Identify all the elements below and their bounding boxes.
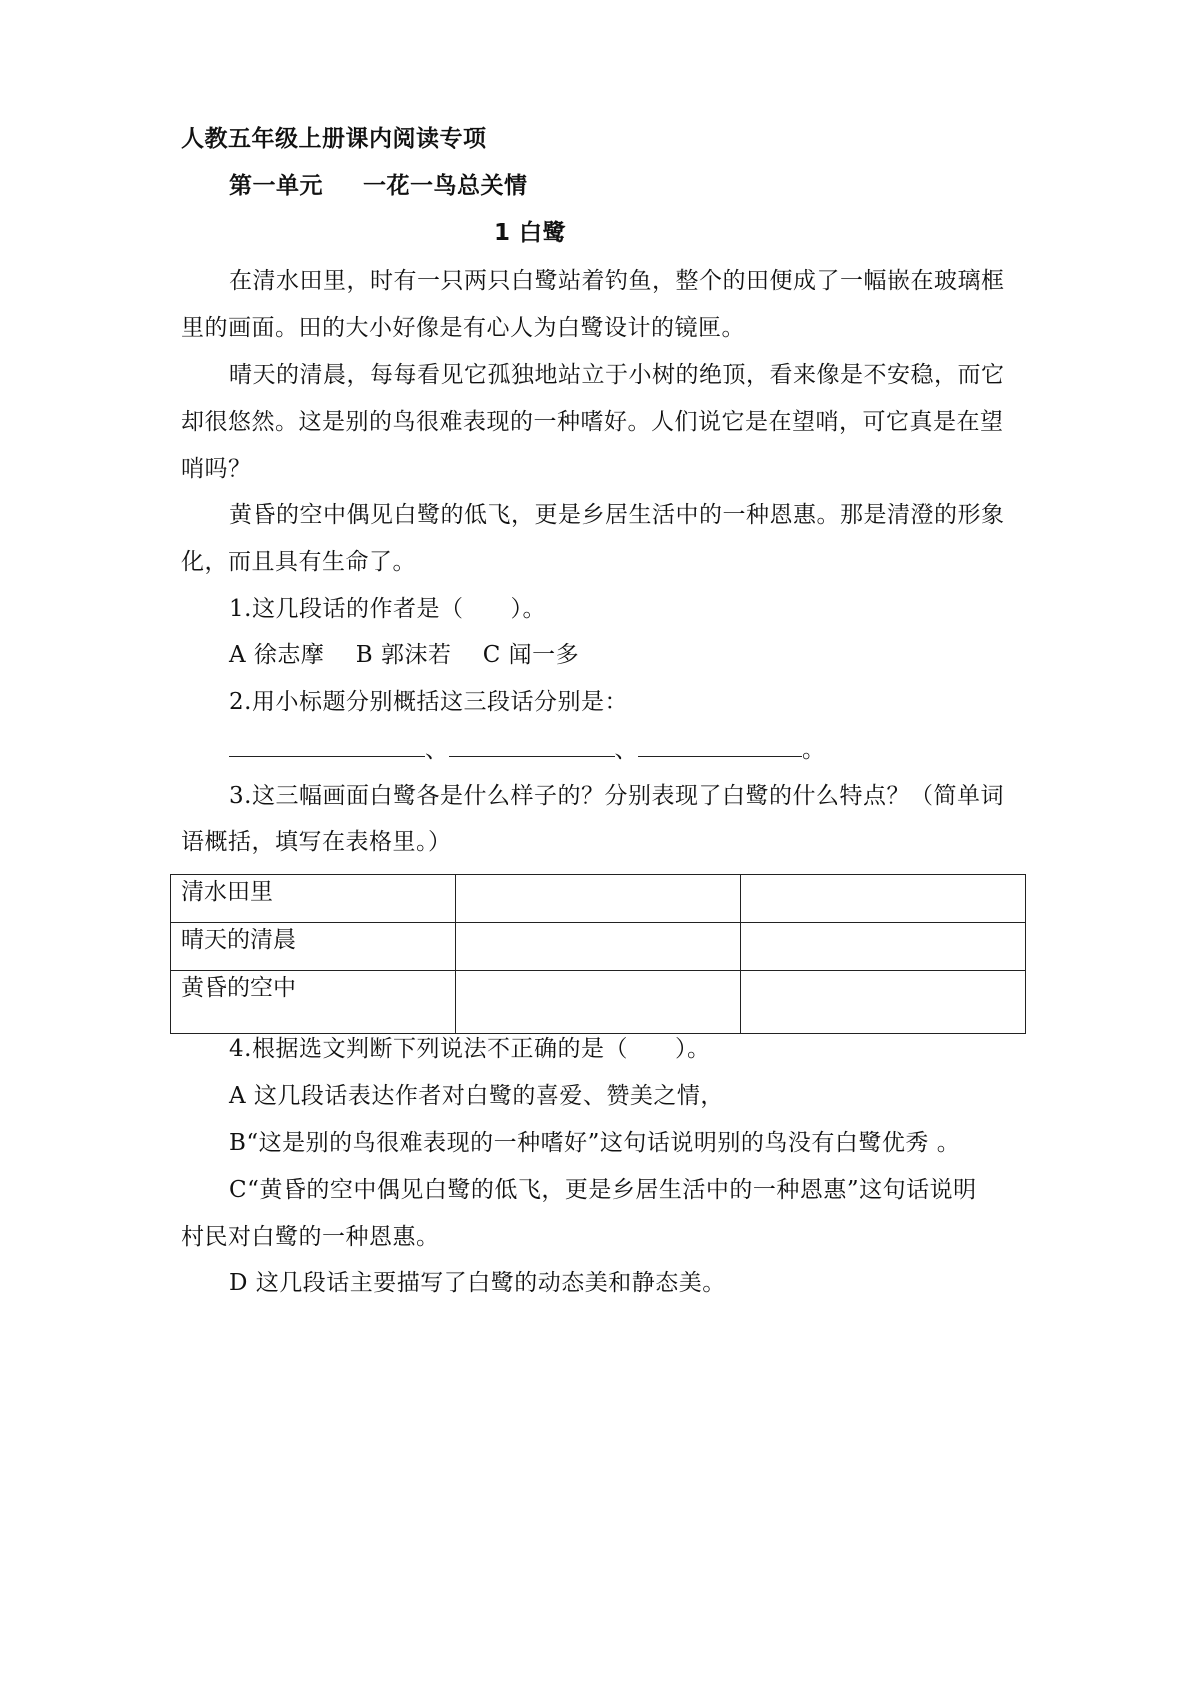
table-row-label: 清水田里 — [171, 875, 456, 923]
table-answer-cell[interactable] — [456, 875, 741, 923]
question-4-option-c-line2: 村民对白鹭的一种恩惠。 — [181, 1224, 440, 1250]
passage-p1-line1: 在清水田里，时有一只两只白鹭站着钓鱼，整个的田便成了一幅嵌在玻璃框 — [229, 268, 1005, 294]
answer-table — [170, 874, 1026, 1034]
table-answer-cell[interactable] — [741, 923, 1026, 971]
table-row — [171, 923, 1026, 971]
answer-blank-2[interactable] — [449, 734, 615, 757]
blank-end-punct: 。 — [802, 737, 826, 763]
passage-p2-line1: 晴天的清晨，每每看见它孤独地站立于小树的绝顶，看来像是不安稳，而它 — [229, 362, 1005, 388]
blank-separator-2: 、 — [614, 737, 638, 763]
table-answer-cell[interactable] — [741, 875, 1026, 923]
question-2: 2.用小标题分别概括这三段话分别是： — [229, 689, 628, 715]
document-title: 人教五年级上册课内阅读专项 — [181, 126, 487, 152]
question-4-option-a: A 这几段话表达作者对白鹭的喜爱、赞美之情， — [229, 1083, 724, 1109]
unit-theme: 一花一鸟总关情 — [363, 173, 528, 199]
answer-blank-1[interactable] — [229, 734, 425, 757]
question-1-options: A 徐志摩 B 郭沫若 C 闻一多 — [229, 642, 580, 668]
passage-p2-line2: 却很悠然。这是别的鸟很难表现的一种嗜好。人们说它是在望哨，可它真是在望 — [181, 409, 1004, 435]
passage-p1-line2: 里的画面。田的大小好像是有心人为白鹭设计的镜匣。 — [181, 315, 745, 341]
question-3-line1: 3.这三幅画面白鹭各是什么样子的？分别表现了白鹭的什么特点？（简单词 — [229, 783, 1004, 809]
table-answer-cell[interactable] — [741, 971, 1026, 1034]
passage-p2-line3: 哨吗？ — [181, 456, 252, 482]
answer-blank-3[interactable] — [638, 734, 802, 757]
question-4-option-b: B“这是别的鸟很难表现的一种嗜好”这句话说明别的鸟没有白鹭优秀 。 — [229, 1130, 961, 1156]
passage-p3-line2: 化，而且具有生命了。 — [181, 549, 416, 575]
question-1: 1.这几段话的作者是（ ）。 — [229, 596, 546, 622]
question-3-line2: 语概括，填写在表格里。） — [181, 829, 452, 855]
table-row — [171, 971, 1026, 1034]
passage-p3-line1: 黄昏的空中偶见白鹭的低飞，更是乡居生活中的一种恩惠。那是清澄的形象 — [229, 502, 1005, 528]
unit-label: 第一单元 — [229, 173, 323, 199]
question-4: 4.根据选文判断下列说法不正确的是（ ）。 — [229, 1036, 711, 1062]
blank-separator-1: 、 — [425, 737, 449, 763]
table-row — [171, 875, 1026, 923]
table-answer-cell[interactable] — [456, 923, 741, 971]
table-answer-cell[interactable] — [456, 971, 741, 1034]
table-row-label: 黄昏的空中 — [171, 971, 456, 1034]
question-2-answer-blanks — [229, 734, 826, 765]
lesson-title: 1 白鹭 — [494, 220, 567, 246]
question-4-option-c-line1: C“黄昏的空中偶见白鹭的低飞，更是乡居生活中的一种恩惠”这句话说明 — [229, 1177, 977, 1203]
unit-heading — [229, 171, 528, 201]
table-row-label: 晴天的清晨 — [171, 923, 456, 971]
question-4-option-d: D 这几段话主要描写了白鹭的动态美和静态美。 — [229, 1270, 726, 1296]
